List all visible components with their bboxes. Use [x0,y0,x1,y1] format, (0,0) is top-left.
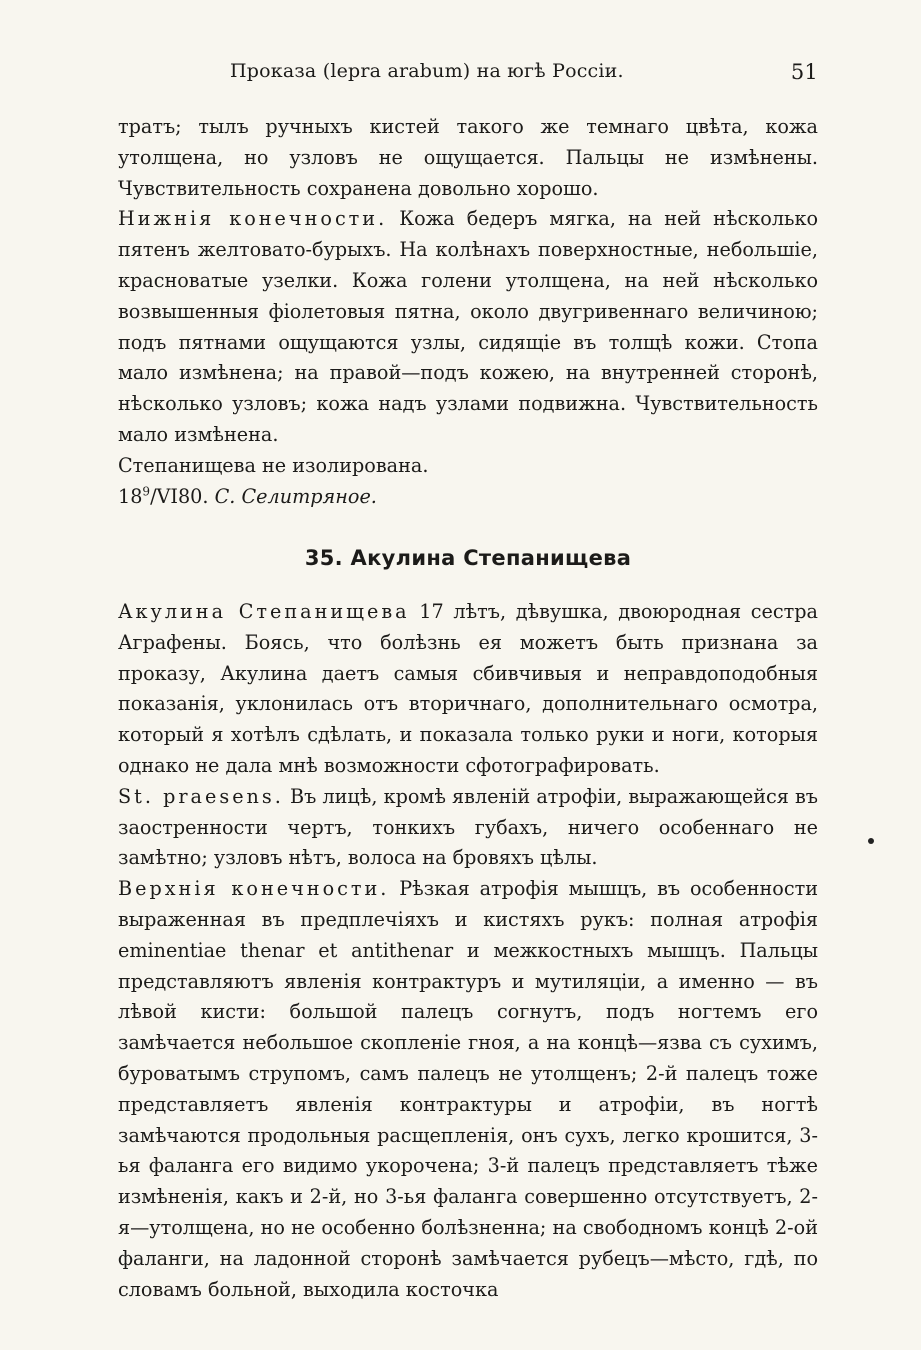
paragraph-status [118,782,818,874]
paragraph-text: 17 лѣтъ, дѣвушка, двоюродная сестра Аграфены. Боясь, что болѣзнь ея можетъ быть признана за проказу, Акулина даетъ самыя сбивчивыя и неправдоподобныя показанiя, уклонилась отъ вторичнаго, дополнительнаго осмотра, который я хотѣлъ сдѣлать, и показала только руки и ноги, которыя однако не дала мнѣ возможности сфотографировать. [118,600,818,777]
case-34-continuation [118,112,818,512]
paragraph-intro [118,597,818,782]
paragraph-hands [118,112,818,204]
case-35-body [118,597,818,1305]
margin-dot [868,838,874,844]
paragraph-lower-limbs [118,204,818,450]
paragraph-text: Кожа бедеръ мягка, на ней нѣсколько пятенъ желтовато-бурыхъ. На колѣнахъ поверхностные, небольшiе, красноватые узелки. Кожа голени утолщена, на ней нѣсколько возвышенныя фiолетовыя пятна, около двугривеннаго величиною; подъ пятнами ощущаются узлы, сидящiе въ толщѣ кожи. Стопа мало измѣнена; на правой—подъ кожею, на внутренней сторонѣ, нѣсколько узловъ; кожа надъ узлами подвижна. Чувствительность мало измѣнена. [118,207,819,446]
page-header [118,60,818,90]
date-year: 18 [118,484,143,508]
paragraph-upper-limbs [118,874,818,1305]
date-line [118,482,818,513]
section-lead: St. praesens. [118,784,284,808]
paragraph-isolation [118,451,818,482]
running-title: Проказа (lepra arabum) на югѣ Россiи. [230,60,624,82]
page-number: 51 [790,60,818,84]
date-month: /VI [150,484,178,508]
date-year-end: 80. [177,484,209,508]
place-name: С. Селитряное. [214,484,377,508]
paragraph-text: тратъ; тылъ ручныхъ кистей такого же темнаго цвѣта, кожа утолщена, но узловъ не ощущается. Пальцы не измѣнены. Чувствительность сохранена довольно хорошо. [118,115,818,200]
date-day: 9 [142,484,151,499]
section-lead: Верхнiя конечности. [118,877,390,901]
paragraph-text: Въ лицѣ, кромѣ явленiй атрофiи, выражающейся въ заостренности чертъ, тонкихъ губахъ, ничего особеннаго не замѣтно; узловъ нѣтъ, волоса на бровяхъ цѣлы. [118,784,818,870]
patient-name: Акулина Степанищева [118,600,410,623]
section-lead: Нижнiя конечности. [118,207,388,231]
case-heading: 35. Акулина Степанищева [304,546,632,570]
paragraph-text: Степанищева не изолирована. [118,453,429,477]
paragraph-text: Рѣзкая атрофiя мышцъ, въ особенности выраженная въ предплечiяхъ и кистяхъ рукъ: полная атрофiя eminentiae thenar et antithenar и межкостныхъ мышцъ. Пальцы представляютъ явленiя контрактуръ и мутиляцiи, а именно — въ лѣвой кисти: большой палецъ согнутъ, подъ ногтемъ его замѣчается небольшое скопленiе гноя, а на концѣ—язва съ сухимъ, буроватымъ струпомъ, самъ палецъ не утолщенъ; 2-й палецъ тоже представляетъ явленiя контрактуры и атрофiи, въ ногтѣ замѣчаются продольныя расщепленiя, онъ сухъ, легко крошится, 3-ья фаланга его видимо укорочена; 3-й палецъ представляетъ тѣже измѣненiя, какъ и 2-й, но 3-ья фаланга совершенно отсутствуетъ, 2-я—утолщена, но не особенно болѣзненна; на свободномъ концѣ 2-ой фаланги, на ладонной сторонѣ замѣчается рубецъ—мѣсто, гдѣ, по словамъ больной, выходила косточка [118,877,818,1301]
